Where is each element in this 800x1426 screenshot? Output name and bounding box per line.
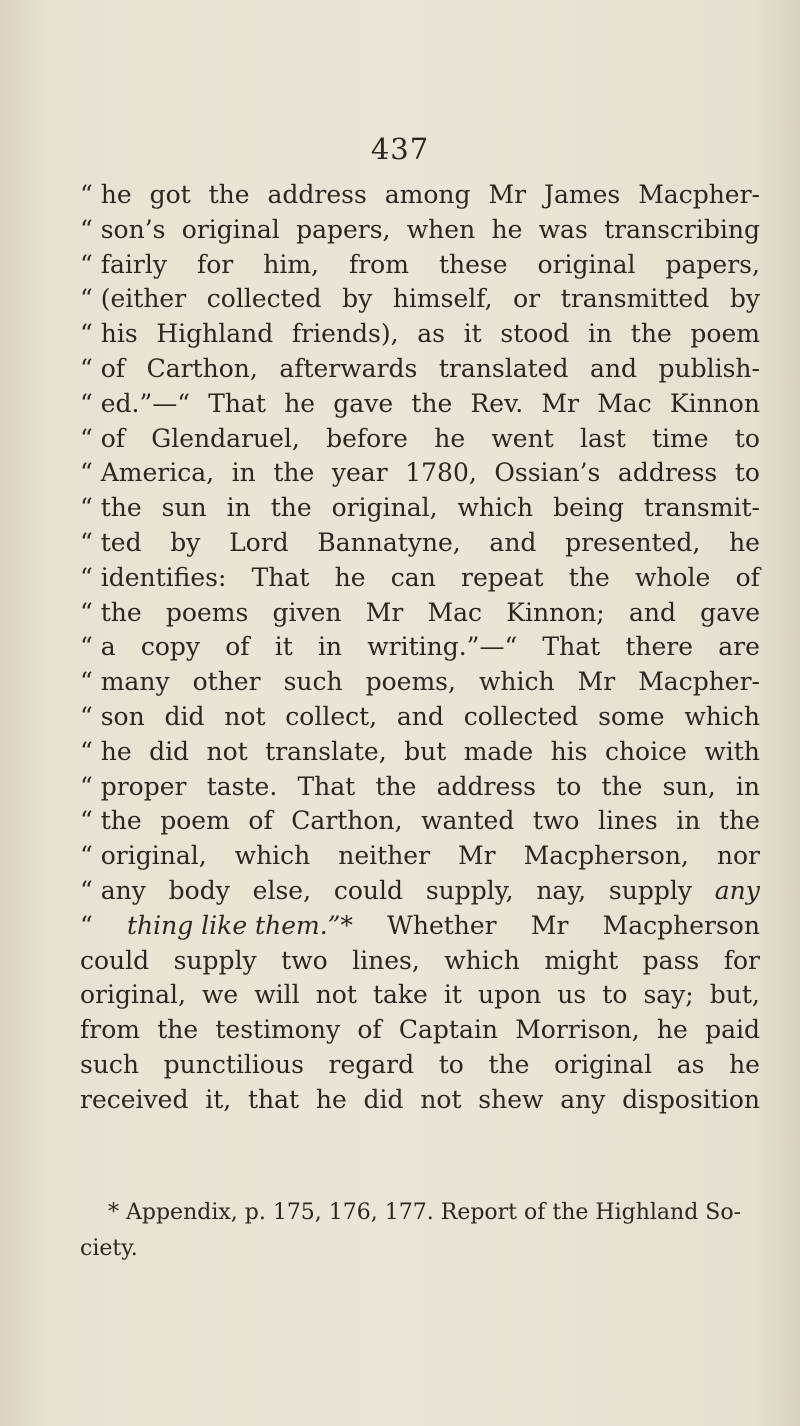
word: he — [656, 1015, 688, 1045]
word: Lord — [229, 527, 289, 557]
word: of — [735, 562, 760, 592]
word: the — [375, 771, 417, 801]
word: regard — [328, 1049, 415, 1079]
word: will — [254, 980, 300, 1010]
word: body — [168, 875, 230, 905]
word: Captain — [398, 1015, 498, 1045]
word: “ ted — [80, 527, 142, 557]
word: it — [463, 319, 482, 349]
word: not — [224, 701, 266, 731]
word: received — [80, 1084, 189, 1114]
page-number: 437 — [370, 132, 430, 166]
footnote-line-2: ciety. — [80, 1236, 138, 1261]
text-line — [80, 528, 760, 563]
word: it — [443, 980, 462, 1010]
word: can — [390, 562, 436, 592]
word: the — [488, 1049, 530, 1079]
word: could — [333, 875, 404, 905]
word: to — [734, 458, 760, 488]
text-line — [80, 354, 760, 389]
word: he — [315, 1084, 347, 1114]
word: Macpherson, — [523, 841, 689, 871]
word: not — [206, 736, 248, 766]
word: Rev. — [470, 388, 524, 418]
word: “ original, — [80, 841, 207, 871]
word: “ son’s — [80, 214, 166, 244]
word: year — [331, 458, 388, 488]
word: stood — [500, 319, 570, 349]
word: being — [553, 493, 624, 523]
word: transmitted — [560, 284, 710, 314]
word: punctilious — [163, 1049, 304, 1079]
word: Mr — [488, 180, 527, 209]
word: “ America, — [80, 458, 215, 488]
word: and — [396, 701, 444, 731]
word: poems — [165, 597, 249, 627]
word: take — [372, 980, 428, 1010]
word: Morrison, — [515, 1015, 640, 1045]
word: of — [357, 1015, 382, 1045]
word: Mr — [577, 667, 616, 697]
word: “ (either — [80, 284, 187, 314]
word: poems, — [365, 667, 456, 697]
word: which — [478, 667, 555, 697]
word: collected — [206, 284, 322, 314]
word: to — [556, 771, 582, 801]
word: and — [589, 353, 637, 383]
word: sun, — [662, 771, 716, 801]
word: “ — [80, 910, 93, 940]
word: original — [537, 249, 636, 279]
word: might — [544, 945, 619, 975]
word: supply — [173, 945, 257, 975]
word: in — [226, 493, 251, 523]
word: any — [714, 875, 760, 905]
word: other — [192, 667, 261, 697]
word: which — [457, 493, 534, 523]
word: but — [404, 736, 447, 766]
word: in — [588, 319, 613, 349]
word: by — [729, 284, 760, 314]
word: That — [251, 562, 310, 592]
text-line — [80, 319, 760, 354]
word: Macpher- — [638, 180, 760, 209]
word: which — [684, 701, 760, 731]
text-line — [80, 946, 760, 981]
word: Glendaruel, — [151, 423, 300, 453]
word: as — [676, 1049, 705, 1079]
word: to — [734, 423, 760, 453]
word: these — [438, 249, 508, 279]
word: Carthon, — [146, 353, 258, 383]
word: upon — [477, 980, 542, 1010]
word: to — [602, 980, 628, 1010]
text-line — [80, 458, 760, 493]
word: original — [554, 1049, 653, 1079]
text-line — [80, 284, 760, 319]
word: Bannatyne, — [317, 527, 461, 557]
word: was — [538, 214, 588, 244]
word: “ of — [80, 353, 126, 383]
word: sun — [161, 493, 207, 523]
word: “ many — [80, 667, 170, 697]
word: Highland — [156, 319, 274, 349]
word: lines, — [352, 945, 420, 975]
text-line — [80, 632, 760, 667]
word: original, — [331, 493, 438, 523]
word: “ ed.”—“ — [80, 388, 191, 418]
word: he — [284, 388, 316, 418]
word: nor — [716, 841, 760, 871]
word: from — [80, 1015, 140, 1045]
text-line — [80, 772, 760, 807]
word: testimony — [215, 1015, 341, 1045]
word: two — [532, 806, 580, 836]
word: “ his — [80, 319, 138, 349]
word: address — [267, 180, 367, 209]
word: as — [417, 319, 445, 349]
word: made — [463, 736, 534, 766]
word: given — [272, 597, 342, 627]
word: Macpherson — [602, 910, 760, 940]
word: Macpher- — [638, 667, 760, 697]
word: the — [270, 493, 312, 523]
word: the — [208, 180, 250, 209]
word: That — [208, 388, 266, 418]
word: address — [617, 458, 718, 488]
word: before — [326, 423, 408, 453]
word: Ossian’s — [494, 458, 601, 488]
text-line — [80, 493, 760, 528]
word: but, — [709, 980, 760, 1010]
word: not — [420, 1084, 462, 1114]
word: he — [434, 423, 466, 453]
word: address — [436, 771, 536, 801]
word: whole — [635, 562, 711, 592]
word: else, — [252, 875, 312, 905]
word: wanted — [421, 806, 515, 836]
word: his — [550, 736, 588, 766]
word: Mr — [458, 841, 496, 871]
word: him, — [263, 249, 319, 279]
word: by — [342, 284, 373, 314]
word: transmit- — [643, 493, 760, 523]
word: repeat — [461, 562, 544, 592]
word: the — [601, 771, 643, 801]
word: That — [542, 632, 601, 662]
word: 1780, — [405, 458, 477, 488]
word: the — [157, 1015, 199, 1045]
word: the — [718, 806, 760, 836]
word: he — [729, 527, 760, 557]
word: and — [489, 527, 537, 557]
footnote-line-1: * Appendix, p. 175, 176, 177. Report of the Highland So- — [108, 1200, 742, 1225]
word: that — [248, 1084, 300, 1114]
word: taste. — [206, 771, 278, 801]
word: the — [273, 458, 315, 488]
word: Mr — [541, 388, 579, 418]
word: Kinnon — [669, 388, 760, 418]
word: That — [297, 771, 356, 801]
word: the — [630, 319, 672, 349]
word: two — [281, 945, 328, 975]
word: original, — [80, 980, 186, 1010]
word: “ the — [80, 493, 142, 523]
word: translate, — [265, 736, 387, 766]
word: “ the — [80, 597, 142, 627]
word: not — [315, 980, 357, 1010]
word: transcribing — [604, 214, 760, 244]
word: of — [225, 632, 250, 662]
word: which — [444, 945, 520, 975]
word: Whether — [387, 910, 497, 940]
word: “ the — [80, 806, 142, 836]
word: Mac — [427, 597, 483, 627]
word: “ proper — [80, 771, 187, 801]
word: he — [334, 562, 366, 592]
text-line — [80, 598, 760, 633]
text-line — [80, 876, 760, 911]
text-line — [80, 215, 760, 250]
word: the — [568, 562, 610, 592]
word: papers, — [296, 214, 391, 244]
word: went — [491, 423, 554, 453]
word: “ he — [80, 736, 132, 766]
word: it — [274, 632, 293, 662]
word: Mr — [365, 597, 404, 627]
word: thing like them.”* — [126, 910, 353, 940]
word: afterwards — [279, 353, 418, 383]
word: did — [363, 1084, 404, 1114]
word: in — [317, 632, 343, 662]
word: when — [406, 214, 476, 244]
word: gave — [700, 597, 760, 627]
word: Mr — [530, 910, 569, 940]
text-line — [80, 389, 760, 424]
word: did — [149, 736, 190, 766]
word: of — [248, 806, 273, 836]
word: it, — [205, 1084, 232, 1114]
word: for — [723, 945, 760, 975]
word: in — [735, 771, 760, 801]
word: poem — [690, 319, 760, 349]
text-line — [80, 563, 760, 598]
word: “ any — [80, 875, 146, 905]
word: “ a — [80, 632, 116, 662]
word: us — [557, 980, 587, 1010]
word: in — [231, 458, 256, 488]
word: and — [628, 597, 676, 627]
word: say; — [643, 980, 694, 1010]
word: writing.”—“ — [367, 632, 518, 662]
text-line — [80, 667, 760, 702]
word: friends), — [291, 319, 399, 349]
word: last — [579, 423, 626, 453]
text-line — [80, 911, 760, 946]
word: himself, — [392, 284, 493, 314]
word: which — [234, 841, 311, 871]
word: to — [438, 1049, 464, 1079]
footnote — [80, 1195, 760, 1267]
word: from — [348, 249, 409, 279]
word: among — [384, 180, 471, 209]
text-line — [80, 1050, 760, 1085]
word: “ son — [80, 701, 145, 731]
word: for — [196, 249, 234, 279]
word: choice — [604, 736, 687, 766]
word: nay, — [536, 875, 587, 905]
word: original — [181, 214, 280, 244]
text-line — [80, 702, 760, 737]
text-line — [80, 980, 760, 1015]
word: he — [491, 214, 523, 244]
text-line — [80, 424, 760, 459]
word: publish- — [658, 353, 760, 383]
word: by — [170, 527, 201, 557]
word: James — [543, 180, 621, 209]
word: we — [202, 980, 239, 1010]
word: pass — [642, 945, 700, 975]
word: such — [80, 1049, 140, 1079]
word: poem — [160, 806, 230, 836]
word: could — [80, 945, 150, 975]
word: the — [411, 388, 453, 418]
word: time — [652, 423, 709, 453]
word: gave — [333, 388, 394, 418]
word: “ identifies: — [80, 562, 227, 592]
word: are — [718, 632, 760, 662]
text-line — [80, 841, 760, 876]
word: Mac — [597, 388, 652, 418]
word: presented, — [565, 527, 701, 557]
word: some — [598, 701, 665, 731]
body-text — [80, 180, 760, 1120]
word: Carthon, — [291, 806, 403, 836]
word: Kinnon; — [506, 597, 605, 627]
word: translated — [438, 353, 569, 383]
word: there — [625, 632, 694, 662]
text-line — [80, 806, 760, 841]
word: with — [704, 736, 760, 766]
text-line — [80, 180, 760, 215]
word: paid — [705, 1015, 760, 1045]
word: he — [729, 1049, 760, 1079]
text-line — [80, 737, 760, 772]
word: supply — [608, 875, 692, 905]
word: “ of — [80, 423, 126, 453]
text-line — [80, 250, 760, 285]
word: lines — [598, 806, 658, 836]
text-line — [80, 1015, 760, 1050]
word: such — [283, 667, 343, 697]
word: copy — [140, 632, 201, 662]
word: any — [560, 1084, 606, 1114]
word: papers, — [665, 249, 760, 279]
word: in — [676, 806, 701, 836]
word: collected — [463, 701, 579, 731]
word: or — [513, 284, 541, 314]
word: “ fairly — [80, 249, 167, 279]
text-line — [80, 1085, 760, 1120]
word: did — [164, 701, 205, 731]
word: “ he — [80, 180, 132, 209]
word: shew — [478, 1084, 544, 1114]
word: collect, — [285, 701, 378, 731]
word: got — [149, 180, 191, 209]
word: neither — [338, 841, 431, 871]
word: supply, — [425, 875, 514, 905]
word: disposition — [622, 1084, 760, 1114]
